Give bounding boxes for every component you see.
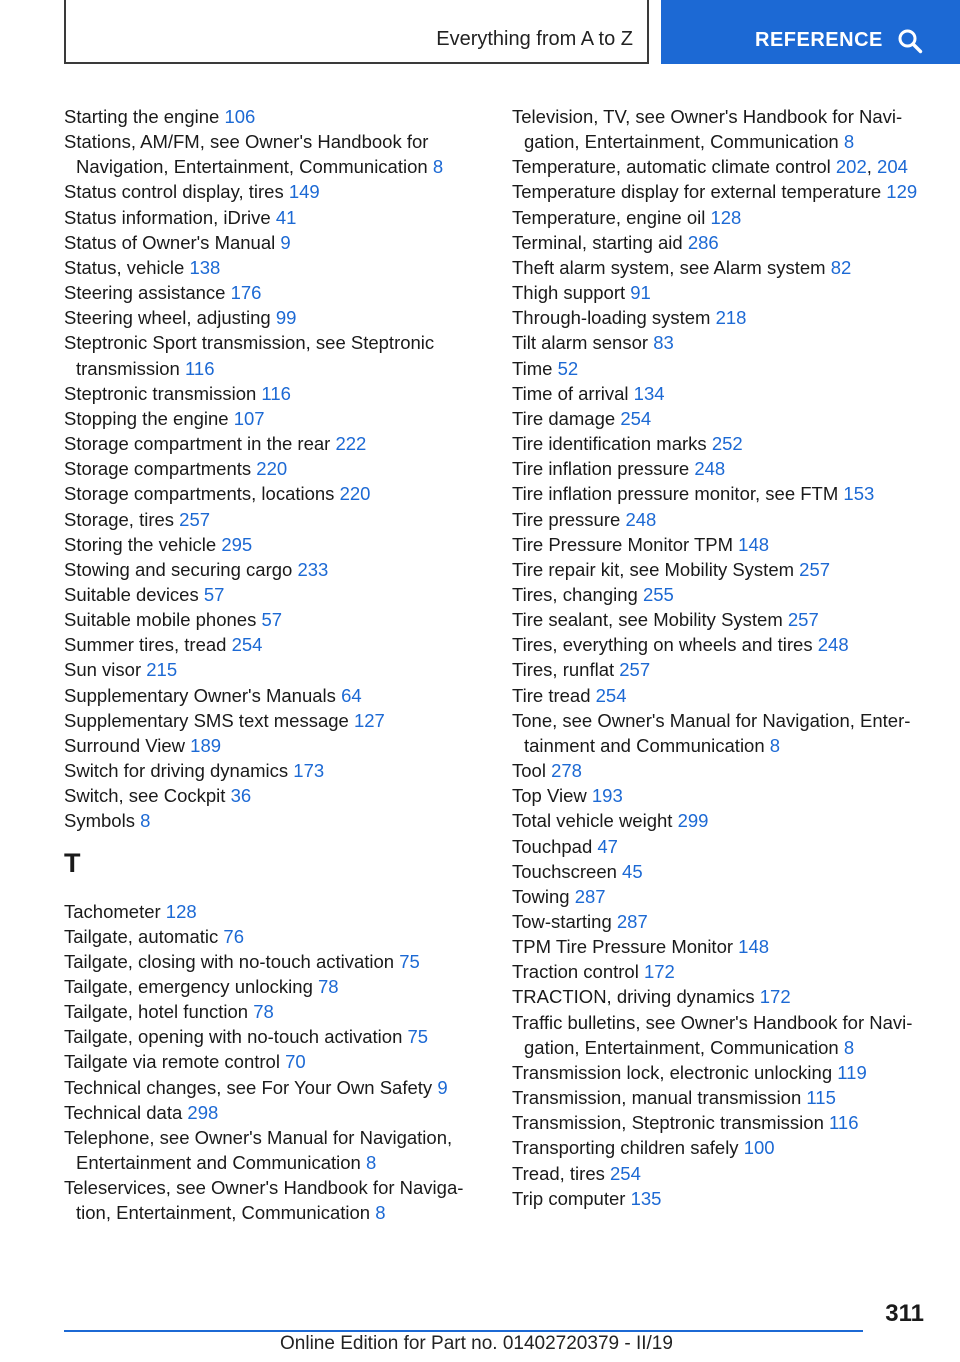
index-entry [512,255,932,280]
index-entry [512,1135,932,1160]
index-entry [64,607,484,632]
page-reference-link[interactable]: 148 [738,936,770,958]
page-reference-link[interactable]: 52 [557,357,579,379]
index-entry [64,999,484,1024]
page-reference-link[interactable]: 8 [366,1152,377,1174]
page-reference-link[interactable]: 57 [261,609,283,631]
page-reference-link[interactable]: 82 [830,256,852,278]
index-entry-text: Status control display, tires [64,181,284,203]
search-icon[interactable] [897,28,923,54]
index-entry-text: Steering assistance [64,282,226,304]
page-reference-link[interactable]: 286 [687,231,719,253]
page-reference-link[interactable]: 248 [817,634,849,656]
page-reference-link[interactable]: 45 [622,860,643,882]
index-entry-text: Tire sealant, see Mobility System [512,609,783,631]
index-column-right [512,104,932,1211]
page-reference-link[interactable]: 135 [630,1187,662,1209]
index-entry [64,1100,484,1125]
index-entry-text: Tire Pressure Monitor TPM [512,533,734,555]
index-entry [512,356,932,381]
index-entry-text: Thigh support [512,282,626,304]
index-entry-text: Starting the engine [64,106,220,127]
index-entry [512,481,932,506]
page-reference-link[interactable]: 153 [843,483,875,505]
index-entry-text: Tailgate via remote control [64,1051,280,1073]
page-reference-link[interactable]: 8 [769,734,781,756]
page-reference-link[interactable]: 278 [551,760,582,782]
index-entry [512,607,932,632]
index-entry [64,129,484,179]
page-reference-link[interactable]: 172 [759,986,791,1008]
index-entry-text: Technical changes, see For Your Own Safety [64,1076,433,1098]
page-reference-link[interactable]: 254 [231,634,263,656]
index-entry [512,758,932,783]
index-entry-text: TPM Tire Pressure Monitor [512,936,734,958]
index-entry-text: Tachometer [64,900,161,922]
index-entry [64,532,484,557]
page-reference-link[interactable]: 119 [837,1061,867,1083]
index-entry [64,205,484,230]
index-entry-text: TRACTION, driving dynamics [512,986,755,1008]
index-entry [512,330,932,355]
index-entry [512,104,932,154]
index-entry-text: Tailgate, opening with no-touch activation [64,1026,403,1048]
index-entry [64,431,484,456]
index-entry-text: Transmission lock, electronic unlocking [512,1061,833,1083]
index-entry-text: Time of arrival [512,382,629,404]
page-reference-link[interactable]: 41 [275,206,297,228]
page-reference-link[interactable]: 106 [224,106,256,127]
index-entry [512,280,932,305]
index-entry-text: Status information, iDrive [64,206,271,228]
index-entry-text: Tires, changing [512,583,638,605]
reference-tab[interactable] [661,0,960,64]
index-entry [64,179,484,204]
page-reference-link[interactable]: 36 [230,785,252,807]
page-reference-link[interactable]: 255 [642,583,674,605]
index-entry-text: Temperature display for external temperature [512,181,882,203]
index-entry-text: Theft alarm system, see Alarm system [512,256,826,278]
page-reference-link[interactable]: 202 [835,156,867,178]
page-reference-link[interactable]: 116 [184,357,215,379]
index-entry [64,1024,484,1049]
index-entry [64,456,484,481]
index-entry-text: Supplementary Owner's Manuals [64,684,336,706]
index-entry [512,507,932,532]
index-entry-text: Stopping the engine [64,407,229,429]
index-entry [64,230,484,255]
index-entry [64,557,484,582]
index-entry-text: Tailgate, emergency unlocking [64,976,313,997]
page-reference-link[interactable]: 257 [799,558,831,580]
index-entry-text: Towing [512,885,570,907]
index-entry [64,1125,484,1175]
page-reference-link[interactable]: 176 [230,282,262,304]
page-reference-link[interactable]: 204 [877,156,908,178]
page-reference-link[interactable]: 287 [616,911,648,932]
index-entry [64,1175,484,1225]
page-reference-link[interactable]: 299 [677,810,709,832]
index-entry [512,1161,932,1186]
page-reference-link[interactable]: 134 [633,382,665,404]
index-entry [64,1049,484,1074]
index-entry-text: Trip computer [512,1187,626,1209]
index-entry [512,456,932,481]
page-reference-link[interactable]: 252 [711,433,743,455]
index-entry [512,934,932,959]
index-entry [64,924,484,949]
page-reference-link[interactable]: 78 [253,1001,274,1023]
index-entry-text: Storing the vehicle [64,533,217,555]
page-reference-link[interactable]: 91 [630,282,651,304]
page-reference-link[interactable]: 9 [437,1076,448,1098]
index-entry [64,330,484,380]
index-entry [512,884,932,909]
page-reference-link[interactable]: 47 [597,835,618,857]
index-entry-text: Switch, see Cockpit [64,785,226,807]
index-entry [64,974,484,999]
page-reference-link[interactable]: 215 [146,659,178,681]
index-entry-text: Technical data [64,1101,183,1123]
index-entry-text: Temperature, engine oil [512,206,706,228]
page-reference-link[interactable]: 8 [843,1036,855,1058]
index-entry [64,1075,484,1100]
page-reference-link[interactable]: 128 [710,206,742,228]
index-entry [512,230,932,255]
index-entry [512,1110,932,1135]
index-entry [512,683,932,708]
index-entry [512,205,932,230]
index-entry [64,683,484,708]
index-entry-text: Television, TV, see Owner's Handbook for Navigation, Entertainment, Communication [512,106,903,153]
index-entry-text: Status, vehicle [64,256,185,278]
index-entry [64,280,484,305]
page-reference-link[interactable]: 298 [187,1101,219,1123]
page-reference-link[interactable]: 189 [190,734,222,756]
page-reference-link[interactable]: 254 [595,684,627,706]
page-reference-link[interactable]: 128 [165,900,197,922]
index-entry [512,305,932,330]
index-entry-text: Temperature, automatic climate control [512,156,831,178]
index-entry-text: Tire pressure [512,508,621,530]
index-entry-text: Tire inflation pressure [512,458,690,480]
page-reference-link[interactable]: 115 [806,1087,836,1109]
index-entry [64,481,484,506]
page-reference-link[interactable]: 75 [399,950,420,972]
index-entry-text: Tire identification marks [512,433,707,455]
index-entry-text: Storage compartment in the rear [64,433,331,455]
section-header [64,0,649,64]
index-entry [512,557,932,582]
index-entry-text: Tailgate, closing with no-touch activation [64,950,395,972]
index-entry [512,808,932,833]
page-reference-link[interactable]: 254 [610,1162,641,1184]
page-reference-link[interactable]: 248 [625,508,657,530]
index-entry [64,758,484,783]
page-reference-link[interactable]: 222 [335,433,367,455]
page-reference-link[interactable]: 8 [375,1202,386,1224]
page-reference-link[interactable]: 100 [743,1137,775,1159]
index-entry-text: Suitable mobile phones [64,609,257,631]
index-entry-text: Stations, AM/FM, see Owner's Handbook for Navigation, Entertainment, Communication [64,131,429,178]
page-reference-link[interactable]: 287 [574,885,606,907]
index-entry-text: Tailgate, automatic [64,925,219,947]
index-entry [512,1186,932,1211]
index-entry [512,632,932,657]
index-entry-text: Tires, everything on wheels and tires [512,634,813,656]
index-entry-text: Telephone, see Owner's Manual for Navigation, Entertainment and Communication [64,1126,453,1174]
index-entry-text: Tire inflation pressure monitor, see FTM [512,483,839,505]
index-entry [512,657,932,682]
page-number: 311 [885,1300,924,1327]
index-entry [512,532,932,557]
index-entry-text: Tailgate, hotel function [64,1001,249,1023]
index-entry-text: Traffic bulletins, see Owner's Handbook for Navigation, Entertainment, Communication [512,1011,913,1058]
index-entry-text: Tilt alarm sensor [512,332,649,354]
page-reference-link[interactable]: 99 [275,307,297,329]
page-reference-link[interactable]: 127 [353,709,385,731]
page-reference-link[interactable]: 220 [256,458,288,480]
footer-divider [64,1330,863,1332]
page-reference-link[interactable]: 248 [694,458,726,480]
index-entry: Temperature, automatic climate control 202, 204 [512,156,908,178]
page-reference-link[interactable]: 70 [285,1051,306,1073]
page-reference-link[interactable]: 138 [189,256,221,278]
index-entry [64,657,484,682]
index-entry-text: Tire tread [512,684,591,706]
index-entry-text: Sun visor [64,659,142,681]
index-entry [512,1010,932,1060]
page-reference-link[interactable]: 148 [738,533,770,555]
page-reference-link[interactable]: 129 [886,181,918,203]
index-entry-text: Summer tires, tread [64,634,227,656]
reference-tab-label: REFERENCE [755,29,883,51]
index-entry [512,783,932,808]
page-reference-link[interactable]: 254 [620,407,652,429]
index-entry-text: Symbols [64,810,135,832]
index-entry [512,1060,932,1085]
index-entry-text: Storage compartments, locations [64,483,335,505]
page-reference-link[interactable]: 257 [619,659,651,681]
index-entry-text: Total vehicle weight [512,810,673,832]
index-entry [512,834,932,859]
index-entry-text: Steptronic transmission [64,382,257,404]
index-letter-heading: T [64,847,81,878]
page-reference-link[interactable]: 295 [221,533,253,555]
index-entry [512,582,932,607]
index-entry [64,708,484,733]
section-title: Everything from A to Z [436,28,633,50]
index-entry [512,708,932,758]
index-entry [64,808,484,833]
index-entry-text: Teleservices, see Owner's Handbook for Navigation, Entertainment, Communication [64,1177,464,1224]
page-reference-link[interactable]: 76 [223,925,244,947]
index-entry [512,959,932,984]
index-entry-text: Status of Owner's Manual [64,231,276,253]
index-entry-text: Tow-starting [512,911,612,932]
index-entry [64,949,484,974]
page-reference-link[interactable]: 257 [179,508,211,530]
index-entry [64,255,484,280]
page-reference-link[interactable]: 149 [288,181,320,203]
index-entry-text: Traction control [512,961,639,983]
index-entry-text: Steering wheel, adjusting [64,307,271,329]
index-entry-text: Switch for driving dynamics [64,760,289,782]
index-entry-text: Suitable devices [64,583,199,605]
index-entry [512,179,932,204]
index-column-left [64,104,484,1226]
index-entry [512,381,932,406]
index-entry-text: Steptronic Sport transmission, see Steptronic transmission [64,332,435,379]
index-entry [512,909,932,934]
index-entry [64,104,484,129]
page-reference-link[interactable]: 8 [140,810,151,832]
index-entry-text: Storage, tires [64,508,175,530]
index-entry-text: Storage compartments [64,458,252,480]
page-reference-link[interactable]: 83 [653,332,674,354]
index-entry-text: Tire damage [512,407,616,429]
index-entry-text: Surround View [64,734,186,756]
index-entry [512,406,932,431]
index-entry [64,507,484,532]
page-reference-link[interactable]: 57 [203,583,225,605]
page-reference-link[interactable]: 116 [261,382,291,404]
index-entry [64,783,484,808]
index-entry [512,1085,932,1110]
index-entry-text: Transporting children safely [512,1137,739,1159]
page-reference-link[interactable]: 218 [715,307,747,329]
page-reference-link[interactable]: 220 [339,483,371,505]
index-entry [512,431,932,456]
page-reference-link[interactable]: 233 [297,558,329,580]
index-entry-text: Tires, runflat [512,659,615,681]
index-entry-text: Touchpad [512,835,593,857]
page-reference-link[interactable]: 257 [787,609,819,631]
index-entry-text: Tone, see Owner's Manual for Navigation, Entertainment and Communication [512,709,911,756]
page-reference-link[interactable]: 75 [407,1026,429,1048]
page-reference-link[interactable]: 107 [233,407,265,429]
index-entry-text: Tire repair kit, see Mobility System [512,558,795,580]
index-entry-text: Time [512,357,553,379]
page-reference-link[interactable]: 172 [643,961,675,983]
page-reference-link[interactable]: 193 [591,785,623,807]
index-entry-text: Terminal, starting aid [512,231,683,253]
index-entry-text: Touchscreen [512,860,617,882]
page-reference-link[interactable]: 9 [280,231,291,253]
index-entry-text: Top View [512,785,587,807]
index-entry-text: Supplementary SMS text message [64,709,349,731]
page-reference-link[interactable]: 116 [829,1112,859,1134]
index-entry-text: Transmission, Steptronic transmission [512,1112,824,1134]
index-entry-text: Through-loading system [512,307,711,329]
index-entry [512,859,932,884]
index-entry [64,733,484,758]
page-reference-link[interactable]: 8 [432,156,444,178]
index-entry [64,582,484,607]
page-reference-link[interactable]: 64 [341,684,362,706]
index-entry-text: Tread, tires [512,1162,605,1184]
index-entry [64,406,484,431]
index-entry [64,899,484,924]
index-entry [64,632,484,657]
page-reference-link[interactable]: 78 [318,976,339,997]
index-entry [512,984,932,1009]
page-reference-link[interactable]: 8 [843,131,855,153]
index-entry-text: Stowing and securing cargo [64,558,293,580]
page-reference-link[interactable]: 173 [293,760,325,782]
edition-footer: Online Edition for Part no. 01402720379 - II/19 [280,1333,673,1354]
index-entry-text: Tool [512,760,546,782]
index-entry-text: Transmission, manual transmission [512,1087,802,1109]
index-entry [64,381,484,406]
index-entry [64,305,484,330]
